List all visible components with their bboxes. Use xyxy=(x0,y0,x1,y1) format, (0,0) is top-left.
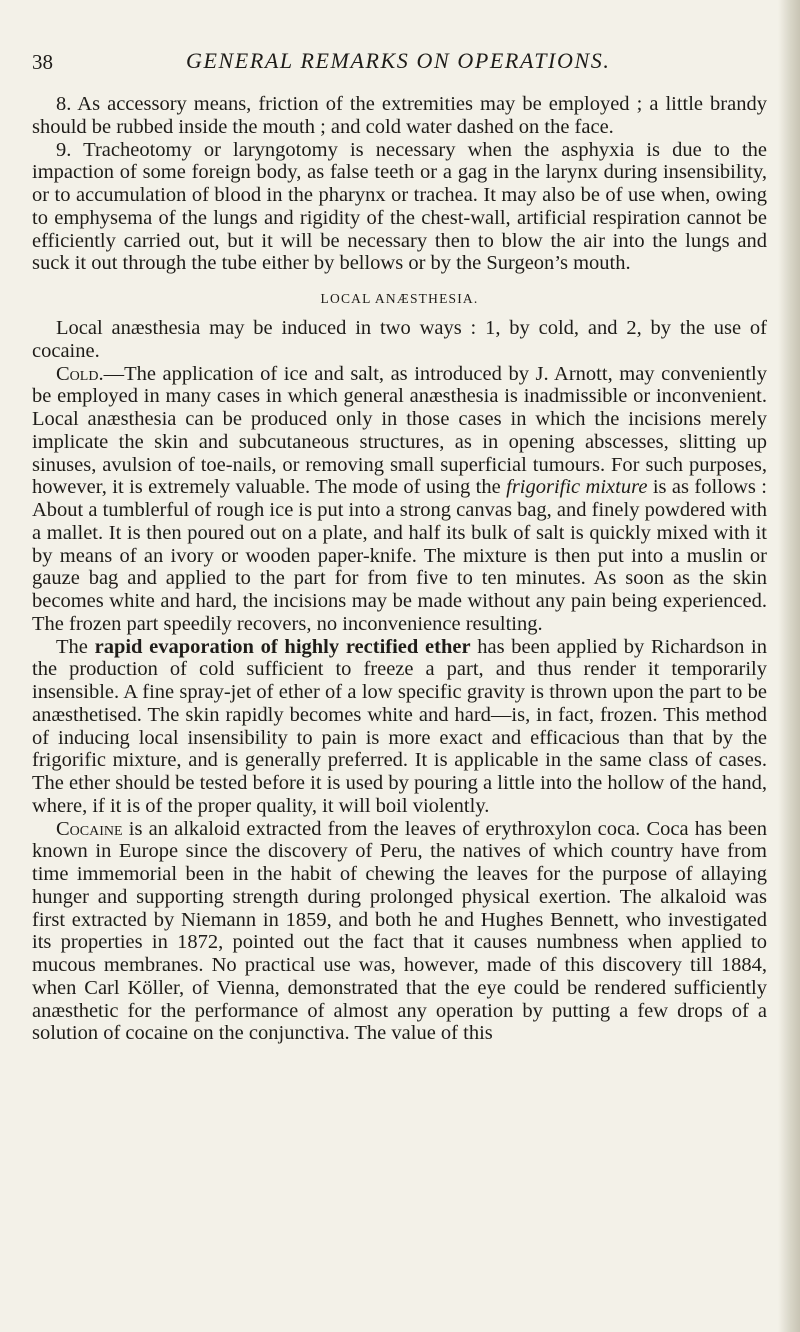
body-text xyxy=(32,93,767,1045)
ether-text: has been applied by Richardson in the production of cold sufficient to freeze a part, and thus render it temporarily insensible. A fine spray-jet of ether of a low specific gravity is thrown upon the part to be anæsthetised. The skin rapidly becomes white and hard—is, in fact, frozen. This method of inducing local insensibility to pain is more exact and efficacious than that by the frigorific mixture, and is generally preferred. It is applicable in the same class of cases. The ether should be tested before it is used by pouring a little into the hollow of the hand, where, if it is of the proper quality, it will boil violently. xyxy=(32,635,768,817)
paragraph-cold xyxy=(32,363,767,636)
paragraph-cocaine xyxy=(32,818,767,1046)
page-number: 38 xyxy=(32,50,53,74)
cocaine-text: is an alkaloid extracted from the leaves of erythroxylon coca. Coca has been known in Europe since the discovery of Peru, the natives of which country have from time immemorial been in the habit of chewing the leaves for the purpose of allaying hunger and supporting strength during prolonged physical exertion. The alkaloid was first extracted by Niemann in 1859, and both he and Hughes Bennett, who investigated its properties in 1872, pointed out the fact that it causes numbness when applied to mucous membranes. No practical use was, however, made of this discovery till 1884, when Carl Köller, of Vienna, demonstrated that the eye could be rendered sufficiently anæsthetic for the performance of almost any operation by putting a few drops of a solution of cocaine on the conjunctiva. The value of this xyxy=(32,817,767,1045)
frigorific-mixture-term: frigorific mixture xyxy=(506,476,648,499)
page-edge-shadow xyxy=(778,0,800,1332)
paragraph-ether xyxy=(32,636,767,818)
paragraph-intro: Local anæsthesia may be induced in two ways : 1, by cold, and 2, by the use of cocaine. xyxy=(32,317,767,362)
cocaine-lead: Cocaine xyxy=(56,817,123,840)
section-heading: LOCAL ANÆSTHESIA. xyxy=(320,291,479,306)
running-title: GENERAL REMARKS ON OPERATIONS. xyxy=(186,48,611,73)
paragraph-8: 8. As accessory means, friction of the extremities may be employed ; a little brandy should be rubbed inside the mouth ; and cold water dashed on the face. xyxy=(32,93,767,138)
ether-term: rapid evaporation of highly rectified ether xyxy=(94,635,471,658)
ether-pre: The xyxy=(56,635,95,658)
paragraph-9: 9. Tracheotomy or laryngotomy is necessary when the asphyxia is due to the impaction of some foreign body, as false teeth or a gag in the larynx during insensibility, or to accumulation of blood in the pharynx or trachea. It may also be of use when, owing to emphysema of the lungs and rigidity of the chest-wall, artificial respiration cannot be efficiently carried out, but it will be necessary then to blow the air into the lungs and suck it out through the tube either by bellows or by the Surgeon’s mouth. xyxy=(32,138,767,275)
cold-lead: Cold. xyxy=(56,362,104,385)
cold-text-a: —The application of ice and salt, as introduced by J. Arnott, may conveniently be employed in many cases in which general anæsthesia is inadmissible or inconvenient. Local anæsthesia can be produced only in those cases in which the incisions merely implicate the skin and subcutaneous structures, as in opening abscesses, slitting up sinuses, avulsion of toe-nails, or removing small superficial tumours. For such purposes, however, it is extremely valuable. The mode of using the xyxy=(32,362,767,499)
cold-text-b: is as follows : About a tumblerful of rough ice is put into a strong canvas bag, and finely powdered with a mallet. It is then poured out on a plate, and half its bulk of salt is quickly mixed with it by means of an ivory or wooden paper-knife. The mixture is then put into a muslin or gauze bag and applied to the part for from five to ten minutes. As soon as the skin becomes white and hard, the incisions may be made without any pain being experienced. The frozen part speedily recovers, no inconvenience resulting. xyxy=(32,476,768,635)
